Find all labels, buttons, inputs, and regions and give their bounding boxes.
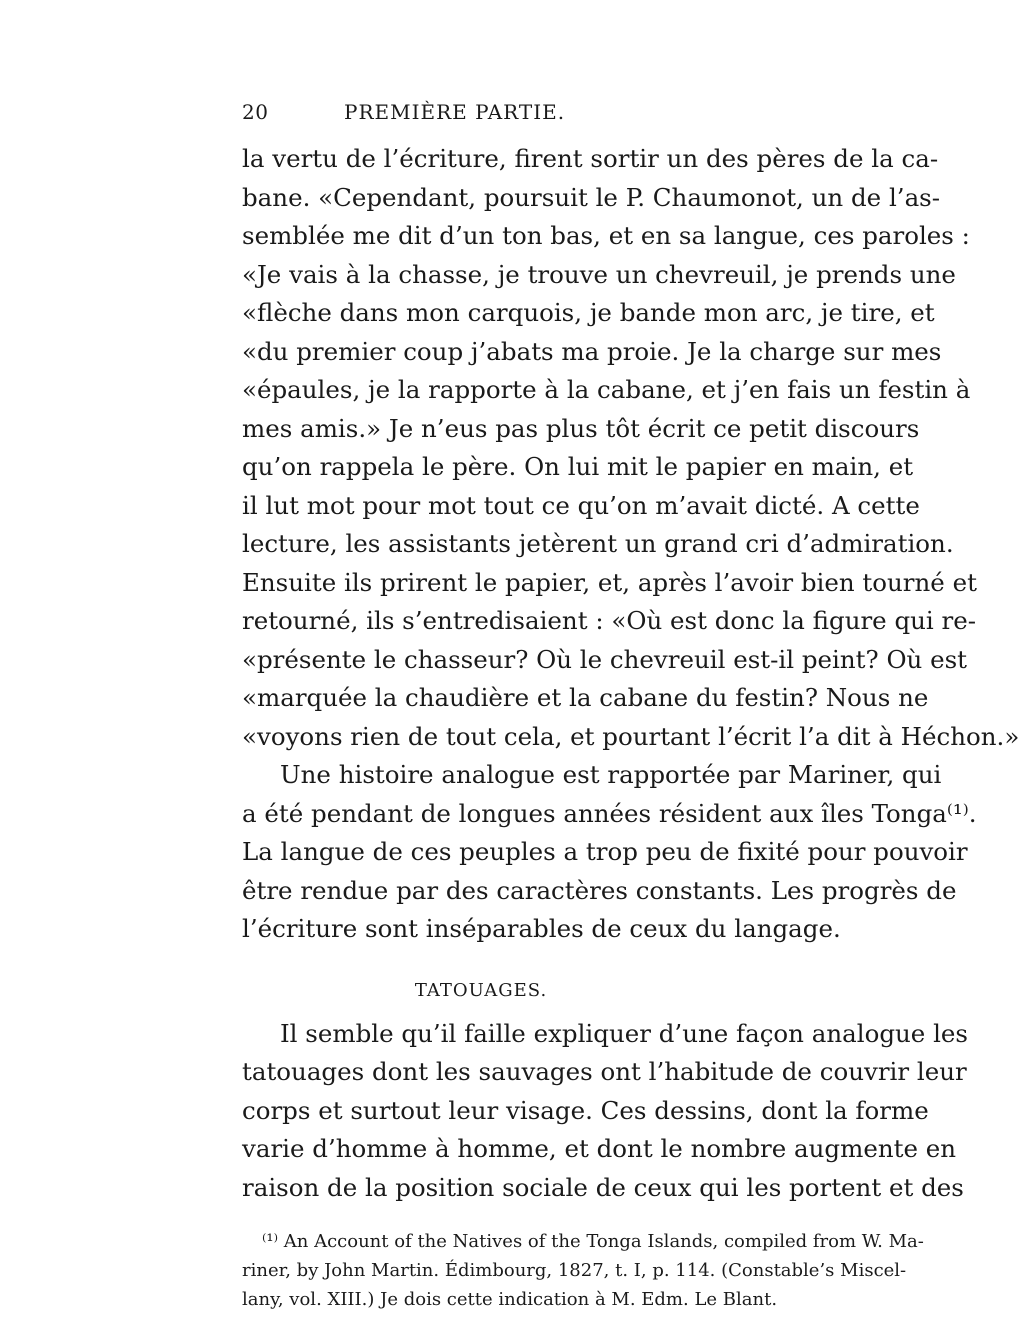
running-head <box>242 100 717 130</box>
body-line: être rendue par des caractères constants. Les progrès de <box>242 875 957 905</box>
body-line: «flèche dans mon carquois, je bande mon arc, je tire, et <box>242 298 935 327</box>
body-line: «présente le chasseur? Où le chevreuil est-il peint? Où est <box>242 644 968 674</box>
body-line: «du premier coup j’abats ma proie. Je la charge sur mes <box>242 336 942 366</box>
section-line: Il semble qu’il faille expliquer d’une façon analogue les <box>280 1018 968 1048</box>
footnote <box>242 1227 924 1314</box>
body-line: mes amis.» Je n’eus pas plus tôt écrit ce petit discours <box>242 413 920 443</box>
body-line: lecture, les assistants jetèrent un grand cri d’admiration. <box>242 529 954 558</box>
running-title: PREMIÈRE PARTIE. <box>344 100 566 124</box>
body-line: a été pendant de longues années résident aux îles Tonga⁽¹⁾. <box>242 798 977 828</box>
section-line: tatouages dont les sauvages ont l’habitude de couvrir leur <box>242 1057 967 1086</box>
body-line: «Je vais à la chasse, je trouve un chevreuil, je prends une <box>242 259 956 289</box>
body-line: «épaules, je la rapporte à la cabane, et j’en fais un festin à <box>242 375 971 404</box>
footnote-line: lany, vol. XIII.) Je dois cette indication à M. Edm. Le Blant. <box>242 1289 778 1310</box>
section-line: varie d’homme à homme, et dont le nombre augmente en <box>242 1134 957 1163</box>
section-line: raison de la position sociale de ceux qui les portent et des <box>242 1172 964 1202</box>
body-line: La langue de ces peuples a trop peu de fixité pour pouvoir <box>242 837 968 866</box>
footnote-line: riner, by John Martin. Édimbourg, 1827, t. I, p. 114. (Constable’s Miscel- <box>242 1260 907 1281</box>
body-line: retourné, ils s’entredisaient : «Où est donc la figure qui re- <box>242 606 977 635</box>
body-line: il lut mot pour mot tout ce qu’on m’avait dicté. A cette <box>242 490 920 520</box>
page-body <box>242 140 1019 1314</box>
body-line: Ensuite ils prirent le papier, et, après l’avoir bien tourné et <box>242 567 977 597</box>
body-line: «voyons rien de tout cela, et pourtant l’écrit l’a dit à Héchon.» <box>242 721 1019 751</box>
page-number: 20 <box>242 100 269 124</box>
section-heading: TATOUAGES. <box>414 979 548 1001</box>
body-line: semblée me dit d’un ton bas, et en sa langue, ces paroles : <box>242 221 970 250</box>
body-line: qu’on rappela le père. On lui mit le papier en main, et <box>242 452 914 481</box>
body-line: bane. «Cependant, poursuit le P. Chaumonot, un de l’as- <box>242 182 941 212</box>
body-line: «marquée la chaudière et la cabane du festin? Nous ne <box>242 683 929 712</box>
body-line: l’écriture sont inséparables de ceux du langage. <box>242 914 841 943</box>
body-line: la vertu de l’écriture, firent sortir un des pères de la ca- <box>242 144 939 173</box>
footnote-line: ⁽¹⁾ An Account of the Natives of the Tonga Islands, compiled from W. Ma- <box>262 1231 924 1252</box>
body-line: Une histoire analogue est rapportée par Mariner, qui <box>280 760 942 789</box>
section-line: corps et surtout leur visage. Ces dessins, dont la forme <box>242 1095 929 1125</box>
